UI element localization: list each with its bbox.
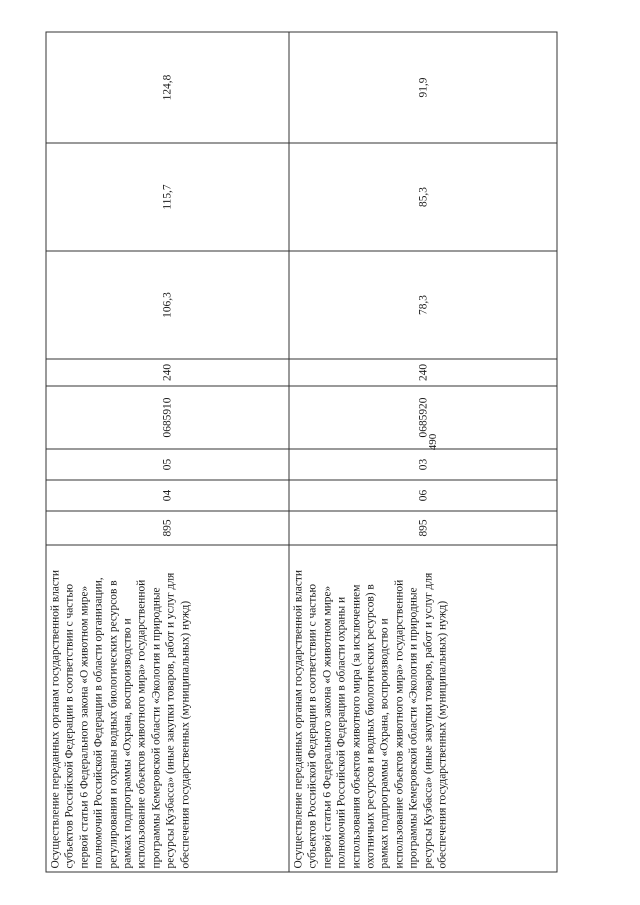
amount-year-1: 78,3: [289, 251, 557, 359]
amount-year-2: 115,7: [46, 143, 289, 251]
section-code: 06: [289, 480, 557, 511]
expense-type-code: 240: [46, 359, 289, 386]
subsection-code: 03: [289, 449, 557, 480]
target-article-code: 0685910: [46, 386, 289, 449]
section-code: 04: [46, 480, 289, 511]
ministry-code: 895: [46, 511, 289, 545]
table-row: [289, 32, 557, 872]
amount-year-3: 91,9: [289, 32, 557, 143]
budget-table: [45, 31, 557, 872]
subsection-code: 05: [46, 449, 289, 480]
row-description: Осуществление переданных органам государственной власти субъектов Российской Федерации в соответствии с частью первой статьи 6 Федерального закона «О животном мире» полномочий Российской Федерации в области охраны и использования объектов животного мира (за исключением охотничьих ресурсов и водных биологических ресурсов) в рамках подпрограммы «Охрана, воспроизводство и использование объектов животного мира» государственной программы Кемеровской области «Экология и природные ресурсы Кузбасса» (иные закупки товаров, работ и услуг для обеспечения государственных (муниципальных) нужд): [289, 545, 557, 872]
row-description: Осуществление переданных органам государственной власти субъектов Российской Федерации в соответствии с частью первой статьи 6 Федерального закона «О животном мире» полномочий Российской Федерации в области организации, регулирования и охраны водных биологических ресурсов в рамках подпрограммы «Охрана, воспроизводство и использование объектов животного мира» государственной программы Кемеровской области «Экология и природные ресурсы Кузбасса» (иные закупки товаров, работ и услуг для обеспечения государственных (муниципальных) нужд): [46, 545, 289, 872]
target-article-code: 0685920: [289, 386, 557, 449]
table-row: [46, 32, 289, 872]
page-number: 490: [427, 433, 439, 451]
amount-year-2: 85,3: [289, 143, 557, 251]
ministry-code: 895: [289, 511, 557, 545]
rotated-table-wrapper: [45, 32, 556, 872]
amount-year-3: 124,8: [46, 32, 289, 143]
expense-type-code: 240: [289, 359, 557, 386]
amount-year-1: 106,3: [46, 251, 289, 359]
